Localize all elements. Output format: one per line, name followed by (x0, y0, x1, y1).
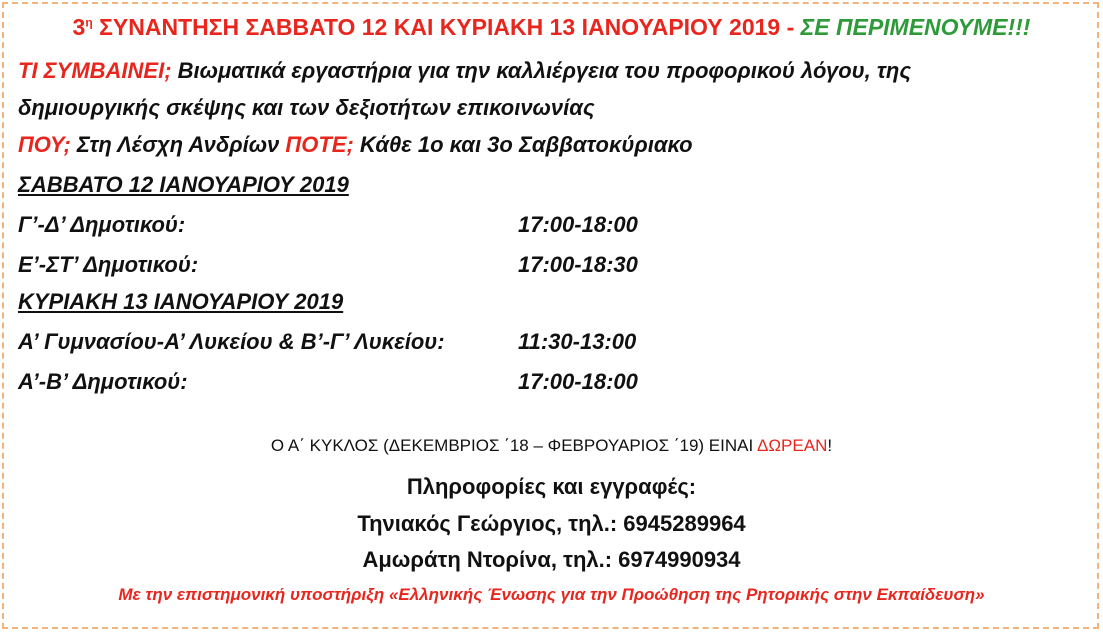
title-cta: ΣΕ ΠΕΡΙΜΕΝΟΥΜΕ!!! (800, 14, 1031, 40)
schedule-time: 17:00-18:30 (518, 252, 638, 277)
free-end: ! (827, 436, 833, 455)
what-text-1: Βιωματικά εργαστήρια για την καλλιέργεια του προφορικού λόγου, της (171, 58, 912, 83)
title-text: ΣΥΝΑΝΤΗΣΗ ΣΑΒΒΑΤΟ 12 ΚΑΙ ΚΥΡΙΑΚΗ 13 ΙΑΝΟΥΑΡΙΟΥ 2019 - (92, 14, 801, 40)
what-label: ΤΙ ΣΥΜΒΑΙΝΕΙ; (18, 58, 172, 83)
where-text: Στη Λέσχη Ανδρίων (70, 132, 286, 157)
what-line-1 (18, 58, 911, 84)
where-when-line (18, 132, 693, 158)
sunday-heading: ΚΥΡΙΑΚΗ 13 ΙΑΝΟΥΑΡΙΟΥ 2019 (18, 289, 344, 314)
schedule-time: 11:30-13:00 (518, 329, 637, 354)
schedule-row (18, 369, 188, 395)
footer-support: Με την επιστημονική υποστήριξη «Ελληνικής Ένωσης για την Προώθηση της Ρητορικής στην Εκπαίδευση» (118, 585, 985, 604)
event-title (0, 14, 1103, 41)
schedule-time: 17:00-18:00 (518, 369, 638, 394)
free-highlight: ΔΩΡΕΑΝ (756, 436, 828, 455)
what-line-2 (18, 95, 595, 121)
where-label: ΠΟΥ; (18, 132, 71, 157)
info-heading: Πληροφορίες και εγγραφές: (406, 474, 697, 499)
schedule-row (18, 252, 198, 278)
schedule-time: 17:00-18:00 (518, 212, 638, 237)
schedule-row (18, 212, 185, 238)
contact-2: Αμωράτη Ντορίνα, τηλ.: 6974990934 (362, 547, 741, 572)
title-number: 3 (72, 14, 86, 40)
what-text-2: δημιουργικής σκέψης και των δεξιοτήτων επικοινωνίας (18, 95, 595, 120)
saturday-heading: ΣΑΒΒΑΤΟ 12 ΙΑΝΟΥΑΡΙΟΥ 2019 (18, 172, 349, 197)
schedule-group: Ε’-ΣΤ’ Δημοτικού: (18, 252, 199, 277)
when-text: Κάθε 1ο και 3ο Σαββατοκύριακο (353, 132, 693, 157)
free-notice (0, 436, 1103, 456)
contact-1: Τηνιακός Γεώργιος, τηλ.: 6945289964 (357, 511, 746, 536)
schedule-group: Γ’-Δ’ Δημοτικού: (18, 212, 186, 237)
title-ordinal: η (85, 15, 93, 30)
schedule-group: Α’ Γυμνασίου-Α’ Λυκείου & Β’-Γ’ Λυκείου: (18, 329, 445, 354)
when-label: ΠΟΤΕ; (285, 132, 354, 157)
free-text: Ο Α΄ ΚΥΚΛΟΣ (ΔΕΚΕΜΒΡΙΟΣ ΄18 – ΦΕΒΡΟΥΑΡΙΟΣ ΄19) ΕΙΝΑΙ (270, 436, 757, 455)
schedule-row (18, 329, 445, 355)
schedule-group: Α’-Β’ Δημοτικού: (18, 369, 188, 394)
